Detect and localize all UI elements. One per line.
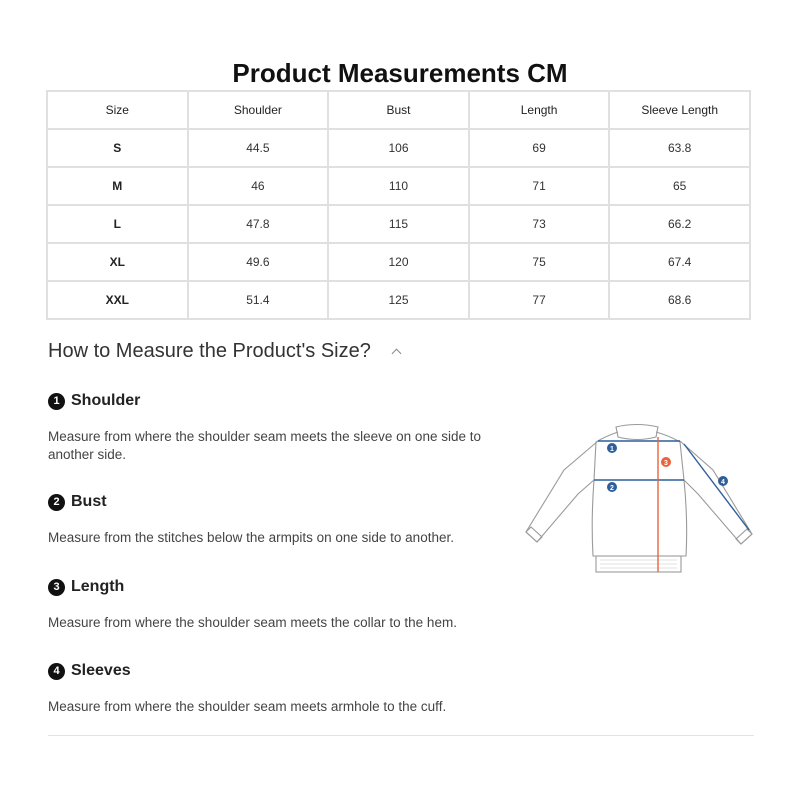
number-4-icon: 4 <box>48 663 65 680</box>
number-1-icon: 1 <box>48 393 65 410</box>
marker-3-label: 3 <box>664 460 668 467</box>
step-title: Bust <box>71 493 107 510</box>
table-cell: 49.6 <box>188 243 329 281</box>
header-shoulder: Shoulder <box>188 91 329 129</box>
marker-1-label: 1 <box>610 446 614 453</box>
left-sleeve-shape <box>526 441 598 542</box>
collar-shape <box>616 425 658 440</box>
chevron-up-icon[interactable] <box>391 349 401 359</box>
section-divider <box>48 735 754 736</box>
header-length: Length <box>469 91 610 129</box>
step-description: Measure from the stitches below the armpits on one side to another. <box>48 530 454 545</box>
table-cell: 106 <box>328 129 469 167</box>
table-cell: 46 <box>188 167 329 205</box>
table-cell: 110 <box>328 167 469 205</box>
step-length <box>48 578 488 632</box>
sweater-measurement-diagram <box>520 420 760 580</box>
table-cell: 69 <box>469 129 610 167</box>
step-description: Measure from where the shoulder seam meets the collar to the hem. <box>48 615 457 630</box>
table-cell: 77 <box>469 281 610 319</box>
step-title: Sleeves <box>71 662 131 679</box>
sleeve-measure-line <box>684 444 749 530</box>
table-cell: 75 <box>469 243 610 281</box>
table-cell: 120 <box>328 243 469 281</box>
table-header-row <box>47 91 750 129</box>
number-2-icon: 2 <box>48 494 65 511</box>
marker-2-label: 2 <box>610 485 614 492</box>
how-to-measure-toggle[interactable] <box>48 340 400 363</box>
table-cell: 51.4 <box>188 281 329 319</box>
table-cell: 66.2 <box>609 205 750 243</box>
step-description: Measure from where the shoulder seam meets armhole to the cuff. <box>48 699 447 714</box>
step-title: Shoulder <box>71 392 141 409</box>
table-row <box>47 167 750 205</box>
table-row <box>47 129 750 167</box>
table-cell: 67.4 <box>609 243 750 281</box>
table-cell: 125 <box>328 281 469 319</box>
left-cuff <box>526 527 542 542</box>
marker-4-label: 4 <box>721 479 725 486</box>
table-cell: M <box>47 167 188 205</box>
table-row <box>47 243 750 281</box>
header-size: Size <box>47 91 188 129</box>
step-bust <box>48 493 488 547</box>
table-cell: 115 <box>328 205 469 243</box>
table-cell: XXL <box>47 281 188 319</box>
table-cell: L <box>47 205 188 243</box>
size-table <box>46 90 751 320</box>
table-cell: 63.8 <box>609 129 750 167</box>
step-title: Length <box>71 578 125 595</box>
table-cell: 65 <box>609 167 750 205</box>
header-sleeve-length: Sleeve Length <box>609 91 750 129</box>
table-cell: 71 <box>469 167 610 205</box>
table-cell: 47.8 <box>188 205 329 243</box>
table-row <box>47 281 750 319</box>
table-cell: XL <box>47 243 188 281</box>
table-cell: 68.6 <box>609 281 750 319</box>
table-cell: 44.5 <box>188 129 329 167</box>
step-shoulder <box>48 392 488 464</box>
page-title: Product Measurements CM <box>232 58 568 88</box>
body-shape <box>592 432 686 556</box>
how-to-measure-heading: How to Measure the Product's Size? <box>48 340 371 362</box>
step-sleeves <box>48 662 488 716</box>
right-sleeve-shape <box>680 441 752 544</box>
step-description: Measure from where the shoulder seam meets the sleeve on one side to another side. <box>48 429 481 462</box>
number-3-icon: 3 <box>48 579 65 596</box>
table-cell: S <box>47 129 188 167</box>
table-row <box>47 205 750 243</box>
header-bust: Bust <box>328 91 469 129</box>
right-cuff <box>736 529 752 544</box>
table-cell: 73 <box>469 205 610 243</box>
